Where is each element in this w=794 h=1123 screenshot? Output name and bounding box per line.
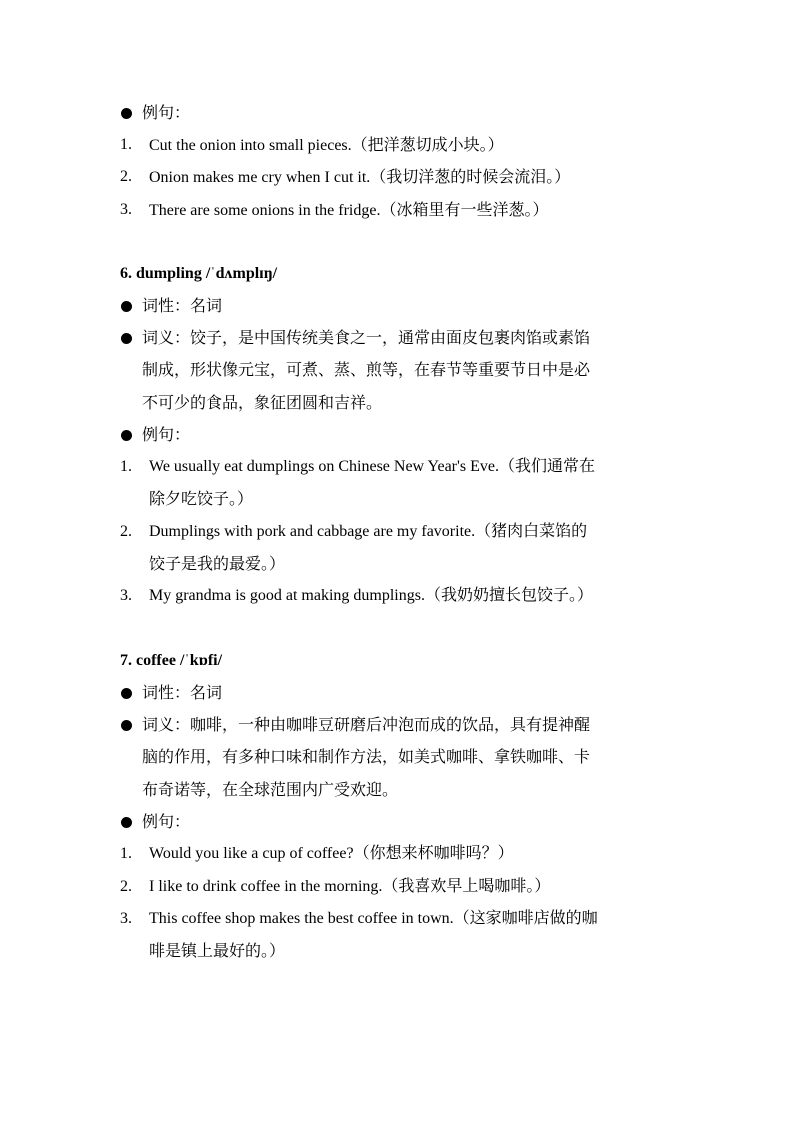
examples-label: 例句： [142, 425, 191, 444]
examples-label: 例句： [142, 812, 191, 831]
example-number: 1. [120, 458, 132, 475]
bullet-icon [120, 714, 132, 736]
meaning-line: 词义：咖啡，一种由咖啡豆研磨后冲泡而成的饮品，具有提神醒 [142, 715, 591, 734]
example-number: 2. [120, 878, 132, 895]
example-text-continued: 除夕吃饺子。） [149, 489, 254, 508]
bullet-icon [120, 424, 132, 446]
example-number: 3. [120, 201, 132, 218]
example-text: I like to drink coffee in the morning.（我喜欢早上喝咖啡。） [149, 878, 551, 895]
example-text: My grandma is good at making dumplings.（我奶奶擅长包饺子。） [149, 587, 593, 604]
example-text-continued: 啡是镇上最好的。） [149, 941, 286, 960]
example-text: We usually eat dumplings on Chinese New Year's Eve.（我们通常在 [149, 458, 595, 475]
example-text-continued: 饺子是我的最爱。） [149, 554, 286, 573]
example-text: This coffee shop makes the best coffee in town.（这家咖啡店做的咖 [149, 910, 598, 927]
example-number: 1. [120, 845, 132, 862]
examples-label: 例句： [142, 103, 191, 122]
meaning-line: 不可少的食品，象征团圆和吉祥。 [142, 393, 383, 412]
example-number: 3. [120, 587, 132, 604]
part-of-speech: 词性：名词 [142, 296, 223, 315]
example-text: Would you like a cup of coffee?（你想来杯咖啡吗？） [149, 845, 514, 862]
example-text: Onion makes me cry when I cut it.（我切洋葱的时候会流泪。） [149, 167, 571, 186]
bullet-icon [120, 811, 132, 833]
example-text: Dumplings with pork and cabbage are my favorite.（猪肉白菜馅的 [149, 523, 588, 540]
meaning-line: 脑的作用，有多种口味和制作方法，如美式咖啡、拿铁咖啡、卡 [142, 747, 591, 766]
example-text: Cut the onion into small pieces.（把洋葱切成小块。） [149, 135, 504, 154]
bullet-icon [120, 682, 132, 704]
example-number: 1. [120, 136, 132, 153]
entry-heading: 7. coffee /ˈkɒfi/ [120, 652, 223, 669]
meaning-line: 词义：饺子，是中国传统美食之一，通常由面皮包裹肉馅或素馅 [142, 328, 591, 347]
bullet-icon [120, 327, 132, 349]
example-text: There are some onions in the fridge.（冰箱里有一些洋葱。） [149, 200, 549, 219]
bullet-icon [120, 102, 132, 124]
entry-heading: 6. dumpling /ˈdʌmplɪŋ/ [120, 265, 278, 282]
example-number: 3. [120, 910, 132, 927]
meaning-line: 布奇诺等，在全球范围内广受欢迎。 [142, 780, 399, 799]
meaning-line: 制成，形状像元宝，可煮、蒸、煎等，在春节等重要节日中是必 [142, 360, 591, 379]
example-number: 2. [120, 168, 132, 185]
part-of-speech: 词性：名词 [142, 683, 223, 702]
bullet-icon [120, 295, 132, 317]
example-number: 2. [120, 523, 132, 540]
